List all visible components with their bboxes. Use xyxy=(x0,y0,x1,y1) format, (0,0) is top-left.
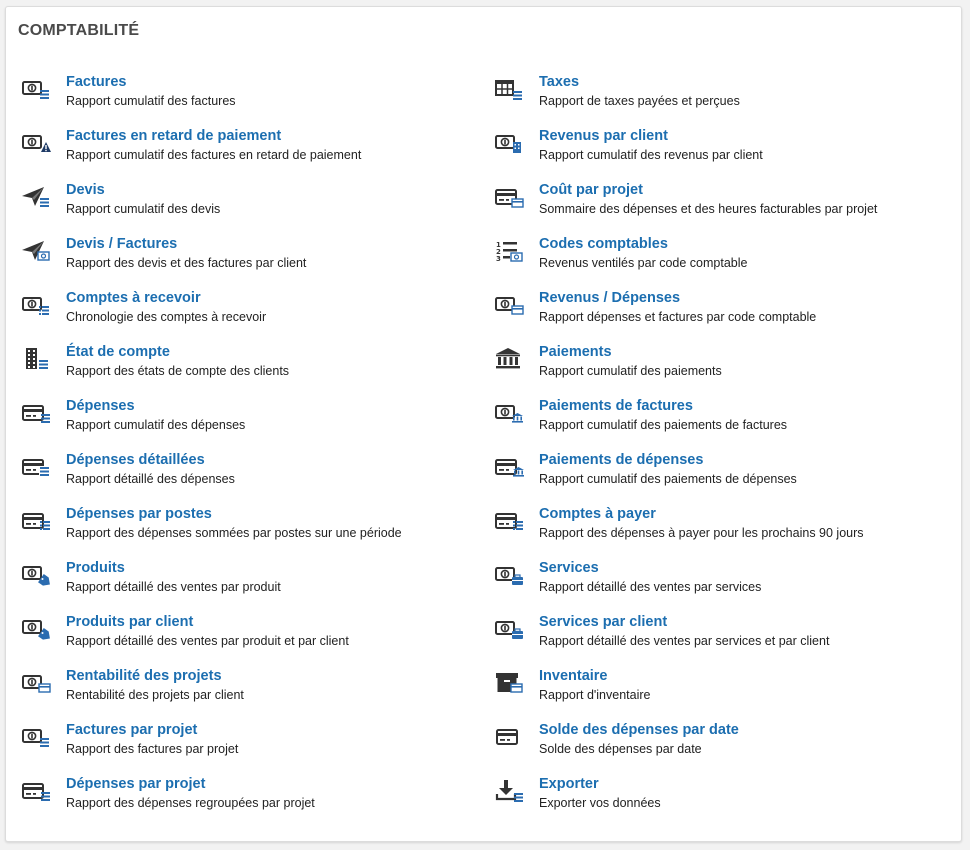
money-briefcase-icon xyxy=(495,564,523,586)
svg-text:2: 2 xyxy=(496,248,501,256)
report-description: Rapport cumulatif des revenus par client xyxy=(539,148,763,162)
report-description: Rapport cumulatif des factures xyxy=(66,94,236,108)
report-title[interactable]: Comptes à recevoir xyxy=(66,290,201,306)
report-description: Rapport des dépenses regroupées par projet xyxy=(66,796,315,810)
money-card-icon xyxy=(22,672,50,694)
report-link-paiements-de-factures[interactable] xyxy=(495,397,955,451)
report-title[interactable]: Paiements de dépenses xyxy=(539,452,704,468)
report-description: Rapport cumulatif des devis xyxy=(66,202,221,216)
report-link-services-par-client[interactable] xyxy=(495,613,955,667)
numbered-list-icon xyxy=(495,240,523,262)
report-link-codes-comptables[interactable] xyxy=(495,235,955,289)
report-title[interactable]: Devis xyxy=(66,182,105,198)
report-link-factures[interactable] xyxy=(22,73,482,127)
section-title: COMPTABILITÉ xyxy=(18,22,140,39)
report-description: Rapport des devis et des factures par client xyxy=(66,256,307,270)
report-title[interactable]: Taxes xyxy=(539,74,580,90)
report-title[interactable]: Paiements de factures xyxy=(539,398,693,414)
report-description: Rapport cumulatif des paiements de dépenses xyxy=(539,472,797,486)
money-list-icon xyxy=(22,78,50,100)
report-link-depenses-detaillees[interactable] xyxy=(22,451,482,505)
report-description: Rapport détaillé des ventes par services et par client xyxy=(539,634,830,648)
report-description: Rapport de taxes payées et perçues xyxy=(539,94,740,108)
report-title[interactable]: Factures en retard de paiement xyxy=(66,128,282,144)
report-description: Exporter vos données xyxy=(539,796,661,810)
reports-column-right xyxy=(495,73,955,829)
money-card-icon xyxy=(495,294,523,316)
report-title[interactable]: Rentabilité des projets xyxy=(66,668,222,684)
card-bank-icon xyxy=(495,456,523,478)
report-link-paiements[interactable] xyxy=(495,343,955,397)
card-list-icon xyxy=(22,402,50,424)
money-tag-icon xyxy=(22,618,50,640)
report-link-paiements-de-depenses[interactable] xyxy=(495,451,955,505)
card-card-icon xyxy=(495,186,523,208)
money-warning-icon xyxy=(22,132,50,154)
report-link-etat-de-compte[interactable] xyxy=(22,343,482,397)
report-description: Rapport cumulatif des paiements de factures xyxy=(539,418,788,432)
report-description: Rapport cumulatif des dépenses xyxy=(66,418,246,432)
card-timeline-icon xyxy=(495,510,523,532)
money-list-icon xyxy=(22,726,50,748)
table-list-icon xyxy=(495,78,523,100)
money-tag-icon xyxy=(22,564,50,586)
report-description: Rapport des dépenses sommées par postes sur une période xyxy=(66,526,402,540)
report-description: Rentabilité des projets par client xyxy=(66,688,244,702)
bank-icon xyxy=(495,348,523,370)
card-list-icon xyxy=(22,780,50,802)
report-title[interactable]: Exporter xyxy=(539,776,599,792)
money-briefcase-icon xyxy=(495,618,523,640)
report-description: Rapport détaillé des ventes par services xyxy=(539,580,762,594)
report-title[interactable]: Services par client xyxy=(539,614,668,630)
accounting-reports-panel xyxy=(5,6,962,842)
report-title[interactable]: État de compte xyxy=(66,344,170,360)
report-title[interactable]: Factures xyxy=(66,74,127,90)
report-description: Rapport des états de compte des clients xyxy=(66,364,290,378)
report-title[interactable]: Dépenses détaillées xyxy=(66,452,205,468)
report-description: Rapport détaillé des dépenses xyxy=(66,472,235,486)
card-detail-icon xyxy=(22,456,50,478)
money-timeline-icon xyxy=(22,294,50,316)
report-title[interactable]: Paiements xyxy=(539,344,612,360)
box-card-icon xyxy=(495,672,523,694)
paper-plane-list-icon xyxy=(22,186,50,208)
report-link-revenus-par-client[interactable] xyxy=(495,127,955,181)
report-title[interactable]: Revenus par client xyxy=(539,128,668,144)
report-link-factures-par-projet[interactable] xyxy=(22,721,482,775)
building-list-icon xyxy=(22,348,50,370)
report-title[interactable]: Inventaire xyxy=(539,668,608,684)
report-description: Sommaire des dépenses et des heures facturables par projet xyxy=(539,202,878,216)
report-description: Rapport cumulatif des factures en retard de paiement xyxy=(66,148,362,162)
report-link-cout-par-projet[interactable] xyxy=(495,181,955,235)
report-title[interactable]: Services xyxy=(539,560,599,576)
report-link-produits[interactable] xyxy=(22,559,482,613)
report-description: Rapport d'inventaire xyxy=(539,688,651,702)
report-link-exporter[interactable] xyxy=(495,775,955,829)
report-description: Rapport cumulatif des paiements xyxy=(539,364,722,378)
report-title[interactable]: Devis / Factures xyxy=(66,236,178,252)
report-description: Rapport détaillé des ventes par produit et par client xyxy=(66,634,349,648)
money-building-icon xyxy=(495,132,523,154)
report-title[interactable]: Dépenses par postes xyxy=(66,506,212,522)
report-link-services[interactable] xyxy=(495,559,955,613)
report-link-devis-factures[interactable] xyxy=(22,235,482,289)
report-description: Solde des dépenses par date xyxy=(539,742,702,756)
report-link-depenses-par-postes[interactable] xyxy=(22,505,482,559)
svg-text:3: 3 xyxy=(496,255,501,262)
report-title[interactable]: Revenus / Dépenses xyxy=(539,290,681,306)
report-link-depenses[interactable] xyxy=(22,397,482,451)
report-description: Rapport des factures par projet xyxy=(66,742,239,756)
report-title[interactable]: Codes comptables xyxy=(539,236,668,252)
report-title[interactable]: Coût par projet xyxy=(539,182,643,198)
report-title[interactable]: Dépenses par projet xyxy=(66,776,206,792)
report-link-devis[interactable] xyxy=(22,181,482,235)
download-list-icon xyxy=(495,780,523,802)
report-link-inventaire[interactable] xyxy=(495,667,955,721)
money-bank-icon xyxy=(495,402,523,424)
report-link-taxes[interactable] xyxy=(495,73,955,127)
report-link-comptes-a-payer[interactable] xyxy=(495,505,955,559)
report-link-depenses-par-projet[interactable] xyxy=(22,775,482,829)
card-bullets-icon xyxy=(22,510,50,532)
report-title[interactable]: Produits par client xyxy=(66,614,194,630)
report-link-revenus-depenses[interactable] xyxy=(495,289,955,343)
report-title[interactable]: Factures par projet xyxy=(66,722,198,738)
svg-text:1: 1 xyxy=(496,241,501,249)
report-title[interactable]: Produits xyxy=(66,560,125,576)
report-link-rentabilite-des-projets[interactable] xyxy=(22,667,482,721)
reports-column-left xyxy=(22,73,482,829)
report-link-produits-par-client[interactable] xyxy=(22,613,482,667)
report-description: Rapport détaillé des ventes par produit xyxy=(66,580,281,594)
report-title[interactable]: Solde des dépenses par date xyxy=(539,722,739,738)
card-icon xyxy=(495,726,523,748)
report-link-factures-en-retard-de-paiement[interactable] xyxy=(22,127,482,181)
report-link-comptes-a-recevoir[interactable] xyxy=(22,289,482,343)
report-title[interactable]: Comptes à payer xyxy=(539,506,656,522)
report-description: Rapport des dépenses à payer pour les prochains 90 jours xyxy=(539,526,864,540)
report-description: Rapport dépenses et factures par code comptable xyxy=(539,310,817,324)
report-link-solde-des-depenses-par-date[interactable] xyxy=(495,721,955,775)
report-description: Revenus ventilés par code comptable xyxy=(539,256,748,270)
paper-plane-money-icon xyxy=(22,240,50,262)
report-title[interactable]: Dépenses xyxy=(66,398,135,414)
report-description: Chronologie des comptes à recevoir xyxy=(66,310,267,324)
